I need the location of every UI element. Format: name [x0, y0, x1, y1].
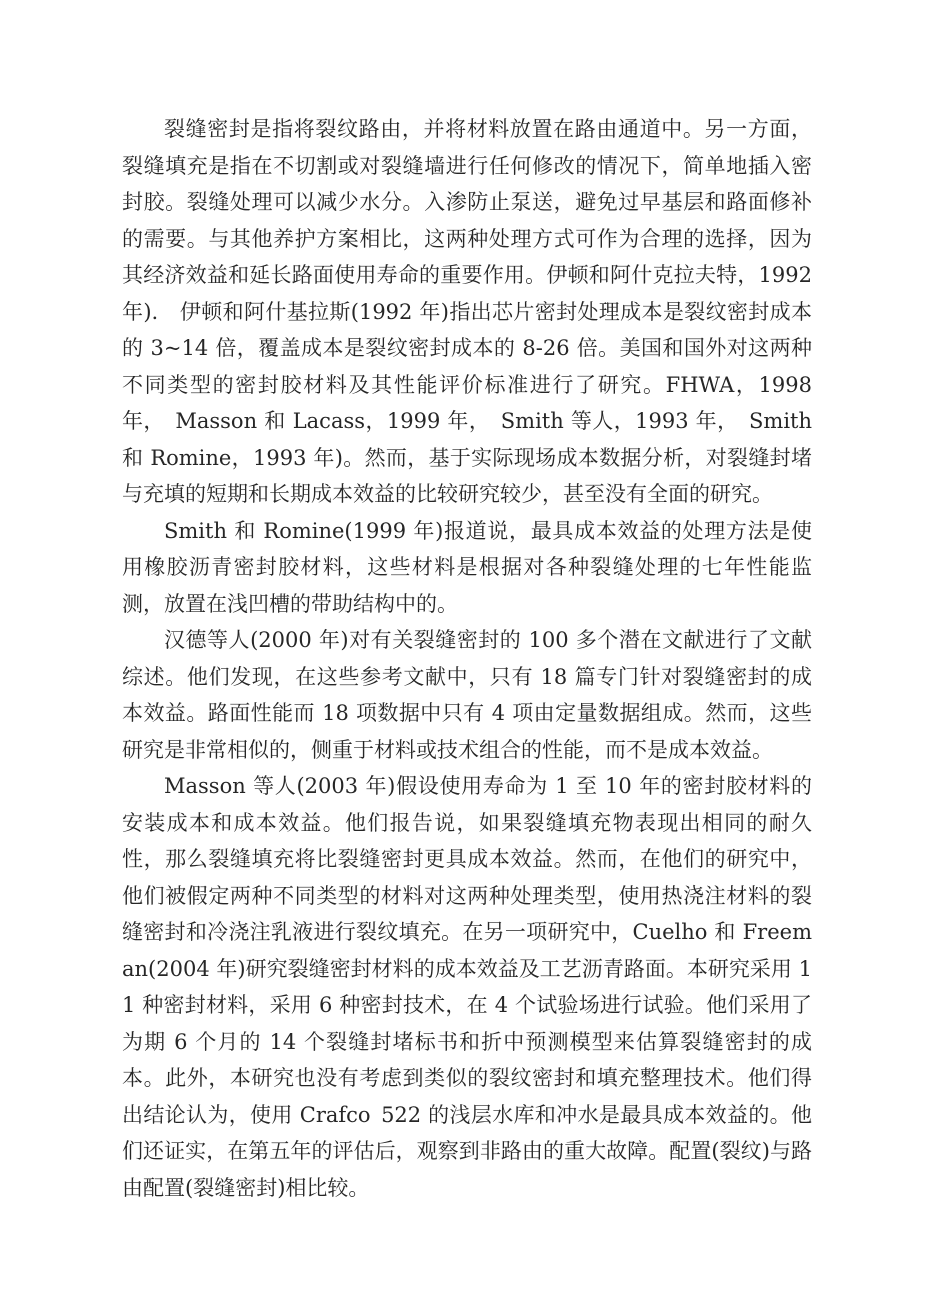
paragraph-hand-2000-review: 汉德等人(2000 年)对有关裂缝密封的 100 多个潜在文献进行了文献综述。他们发现，在这些参考文献中，只有 18 篇专门针对裂缝密封的成本效益。路面性能而 18 项数据中只有 4 项由定量数据组成。然而，这些研究是非常相似的，侧重于材料或技术组合的性能，而不是成本效益。	[122, 628, 812, 762]
document-page	[122, 111, 812, 1206]
paragraph-smith-romine-1999: Smith 和 Romine(1999 年)报道说，最具成本效益的处理方法是使用橡胶沥青密封胶材料，这些材料是根据对各种裂缝处理的七年性能监测，放置在浅凹槽的带助结构中的。	[122, 518, 812, 616]
paragraph-crack-sealing-definition: 裂缝密封是指将裂纹路由，并将材料放置在路由通道中。另一方面，裂缝填充是指在不切割或对裂缝墙进行任何修改的情况下，简单地插入密封胶。裂缝处理可以减少水分。入渗防止泵送，避免过早基层和路面修补的需要。与其他养护方案相比，这两种处理方式可作为合理的选择，因为其经济效益和延长路面使用寿命的重要作用。伊顿和阿什克拉夫特，1992 年). 伊顿和阿什基拉斯(1992 年)指出芯片密封处理成本是裂纹密封成本的 3~14 倍，覆盖成本是裂纹密封成本的 8-26 倍。美国和国外对这两种不同类型的密封胶材料及其性能评价标准进行了研究。FHWA，1998 年， Masson 和 Lacass，1999 年， Smith 等人，1993 年， Smith 和 Romine，1993 年)。然而，基于实际现场成本数据分析，对裂缝封堵与充填的短期和长期成本效益的比较研究较少，甚至没有全面的研究。	[122, 117, 812, 506]
paragraph-masson-2003-cuelho-freeman: Masson 等人(2003 年)假设使用寿命为 1 至 10 年的密封胶材料的安装成本和成本效益。他们报告说，如果裂缝填充物表现出相同的耐久性，那么裂缝填充将比裂缝密封更具成本效益。然而，在他们的研究中，他们被假定两种不同类型的材料对这两种处理类型，使用热浇注材料的裂缝密封和冷浇注乳液进行裂纹填充。在另一项研究中，Cuelho 和 Freeman(2004 年)研究裂缝密封材料的成本效益及工艺沥青路面。本研究采用 11 种密封材料，采用 6 种密封技术，在 4 个试验场进行试验。他们采用了为期 6 个月的 14 个裂缝封堵标书和折中预测模型来估算裂缝密封的成本。此外，本研究也没有考虑到类似的裂纹密封和填充整理技术。他们得出结论认为，使用 Crafco 522 的浅层水库和冲水是最具成本效益的。他们还证实，在第五年的评估后，观察到非路由的重大故障。配置(裂纹)与路由配置(裂缝密封)相比较。	[122, 774, 812, 1200]
